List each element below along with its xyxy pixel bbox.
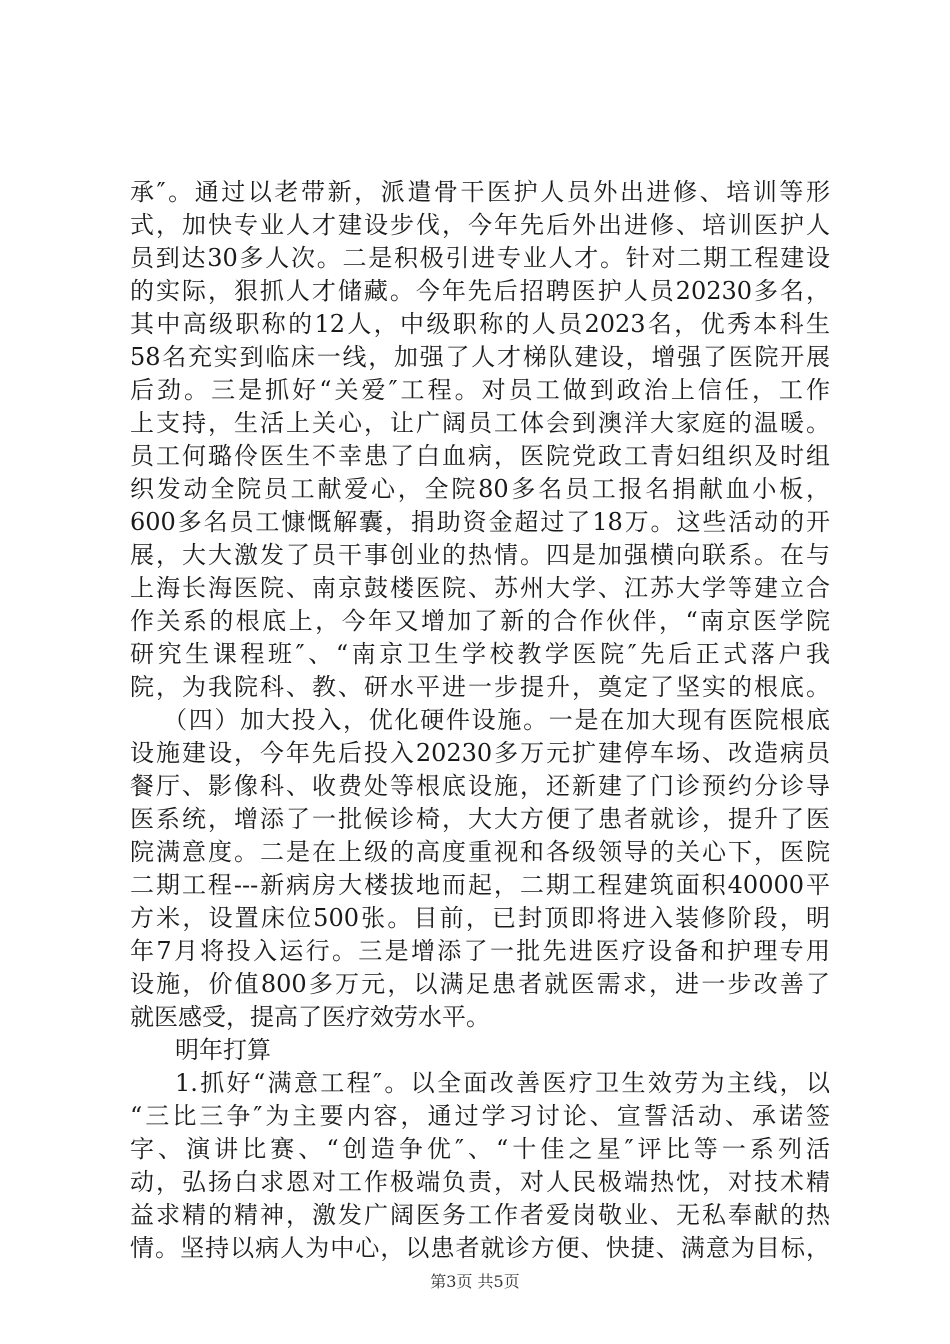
paragraph-line: 动，弘扬白求恩对工作极端负责，对人民极端热忱，对技术精 <box>130 1168 830 1196</box>
paragraph-line: 院满意度。二是在上级的高度重视和各级领导的关心下，医院 <box>130 838 830 866</box>
paragraph-line: 承″。通过以老带新，派遣骨干医护人员外出进修、培训等形 <box>130 178 830 206</box>
paragraph-line: 设施，价值800多万元，以满足患者就医需求，进一步改善了 <box>130 970 830 998</box>
paragraph-line: 织发动全院员工献爱心，全院80多名员工报名捐献血小板， <box>130 475 830 503</box>
paragraph-line: 展，大大激发了员干事创业的热情。四是加强横向联系。在与 <box>130 541 830 569</box>
paragraph-line: 后劲。三是抓好“关爱″工程。对员工做到政治上信任，工作 <box>130 376 830 404</box>
paragraph-line: 作关系的根底上，今年又增加了新的合作伙伴，“南京医学院 <box>130 607 830 635</box>
paragraph-line: 其中高级职称的12人，中级职称的人员2023名，优秀本科生 <box>130 310 830 338</box>
page-number-footer: 第3页 共5页 <box>430 1272 520 1291</box>
paragraph-line: 医系统，增添了一批候诊椅，大大方便了患者就诊，提升了医 <box>130 805 830 833</box>
paragraph-line: 上支持，生活上关心，让广阔员工体会到澳洋大家庭的温暖。 <box>130 409 830 437</box>
paragraph-line: 餐厅、影像科、收费处等根底设施，还新建了门诊预约分诊导 <box>130 772 830 800</box>
paragraph-line: 员到达30多人次。二是积极引进专业人才。针对二期工程建设 <box>130 244 830 272</box>
paragraph-line: 上海长海医院、南京鼓楼医院、苏州大学、江苏大学等建立合 <box>130 574 830 602</box>
paragraph-line: 情。坚持以病人为中心，以患者就诊方便、快捷、满意为目标， <box>130 1234 830 1262</box>
paragraph-line: 式，加快专业人才建设步伐，今年先后外出进修、培训医护人 <box>130 211 830 239</box>
paragraph-line: 字、演讲比赛、“创造争优″、“十佳之星″评比等一系列活 <box>130 1135 830 1163</box>
section-heading: 明年打算 <box>175 1036 271 1064</box>
paragraph-line: 的实际，狠抓人才储藏。今年先后招聘医护人员20230多名， <box>130 277 830 305</box>
paragraph-line: 院，为我院科、教、研水平进一步提升，奠定了坚实的根底。 <box>130 673 830 701</box>
paragraph-line: 1.抓好“满意工程″。以全面改善医疗卫生效劳为主线，以 <box>175 1069 830 1097</box>
paragraph-line: 600多名员工慷慨解囊，捐助资金超过了18万。这些活动的开 <box>130 508 830 536</box>
paragraph-line: 员工何璐伶医生不幸患了白血病，医院党政工青妇组织及时组 <box>130 442 830 470</box>
paragraph-line: 58名充实到临床一线，加强了人才梯队建设，增强了医院开展 <box>130 343 830 371</box>
paragraph-line: 益求精的精神，激发广阔医务工作者爱岗敬业、无私奉献的热 <box>130 1201 830 1229</box>
paragraph-line: 就医感受，提高了医疗效劳水平。 <box>130 1003 490 1031</box>
paragraph-line: 研究生课程班″、“南京卫生学校教学医院″先后正式落户我 <box>130 640 830 668</box>
paragraph-line: 设施建设，今年先后投入20230多万元扩建停车场、改造病员 <box>130 739 830 767</box>
paragraph-line: 方米，设置床位500张。目前，已封顶即将进入装修阶段，明 <box>130 904 830 932</box>
paragraph-line: “三比三争″为主要内容，通过学习讨论、宣誓活动、承诺签 <box>130 1102 830 1130</box>
paragraph-line: 二期工程---新病房大楼拔地而起，二期工程建筑面积40000平 <box>130 871 830 899</box>
paragraph-line: 年7月将投入运行。三是增添了一批先进医疗设备和护理专用 <box>130 937 830 965</box>
section-heading-line: （四）加大投入，优化硬件设施。一是在加大现有医院根底 <box>163 706 830 734</box>
